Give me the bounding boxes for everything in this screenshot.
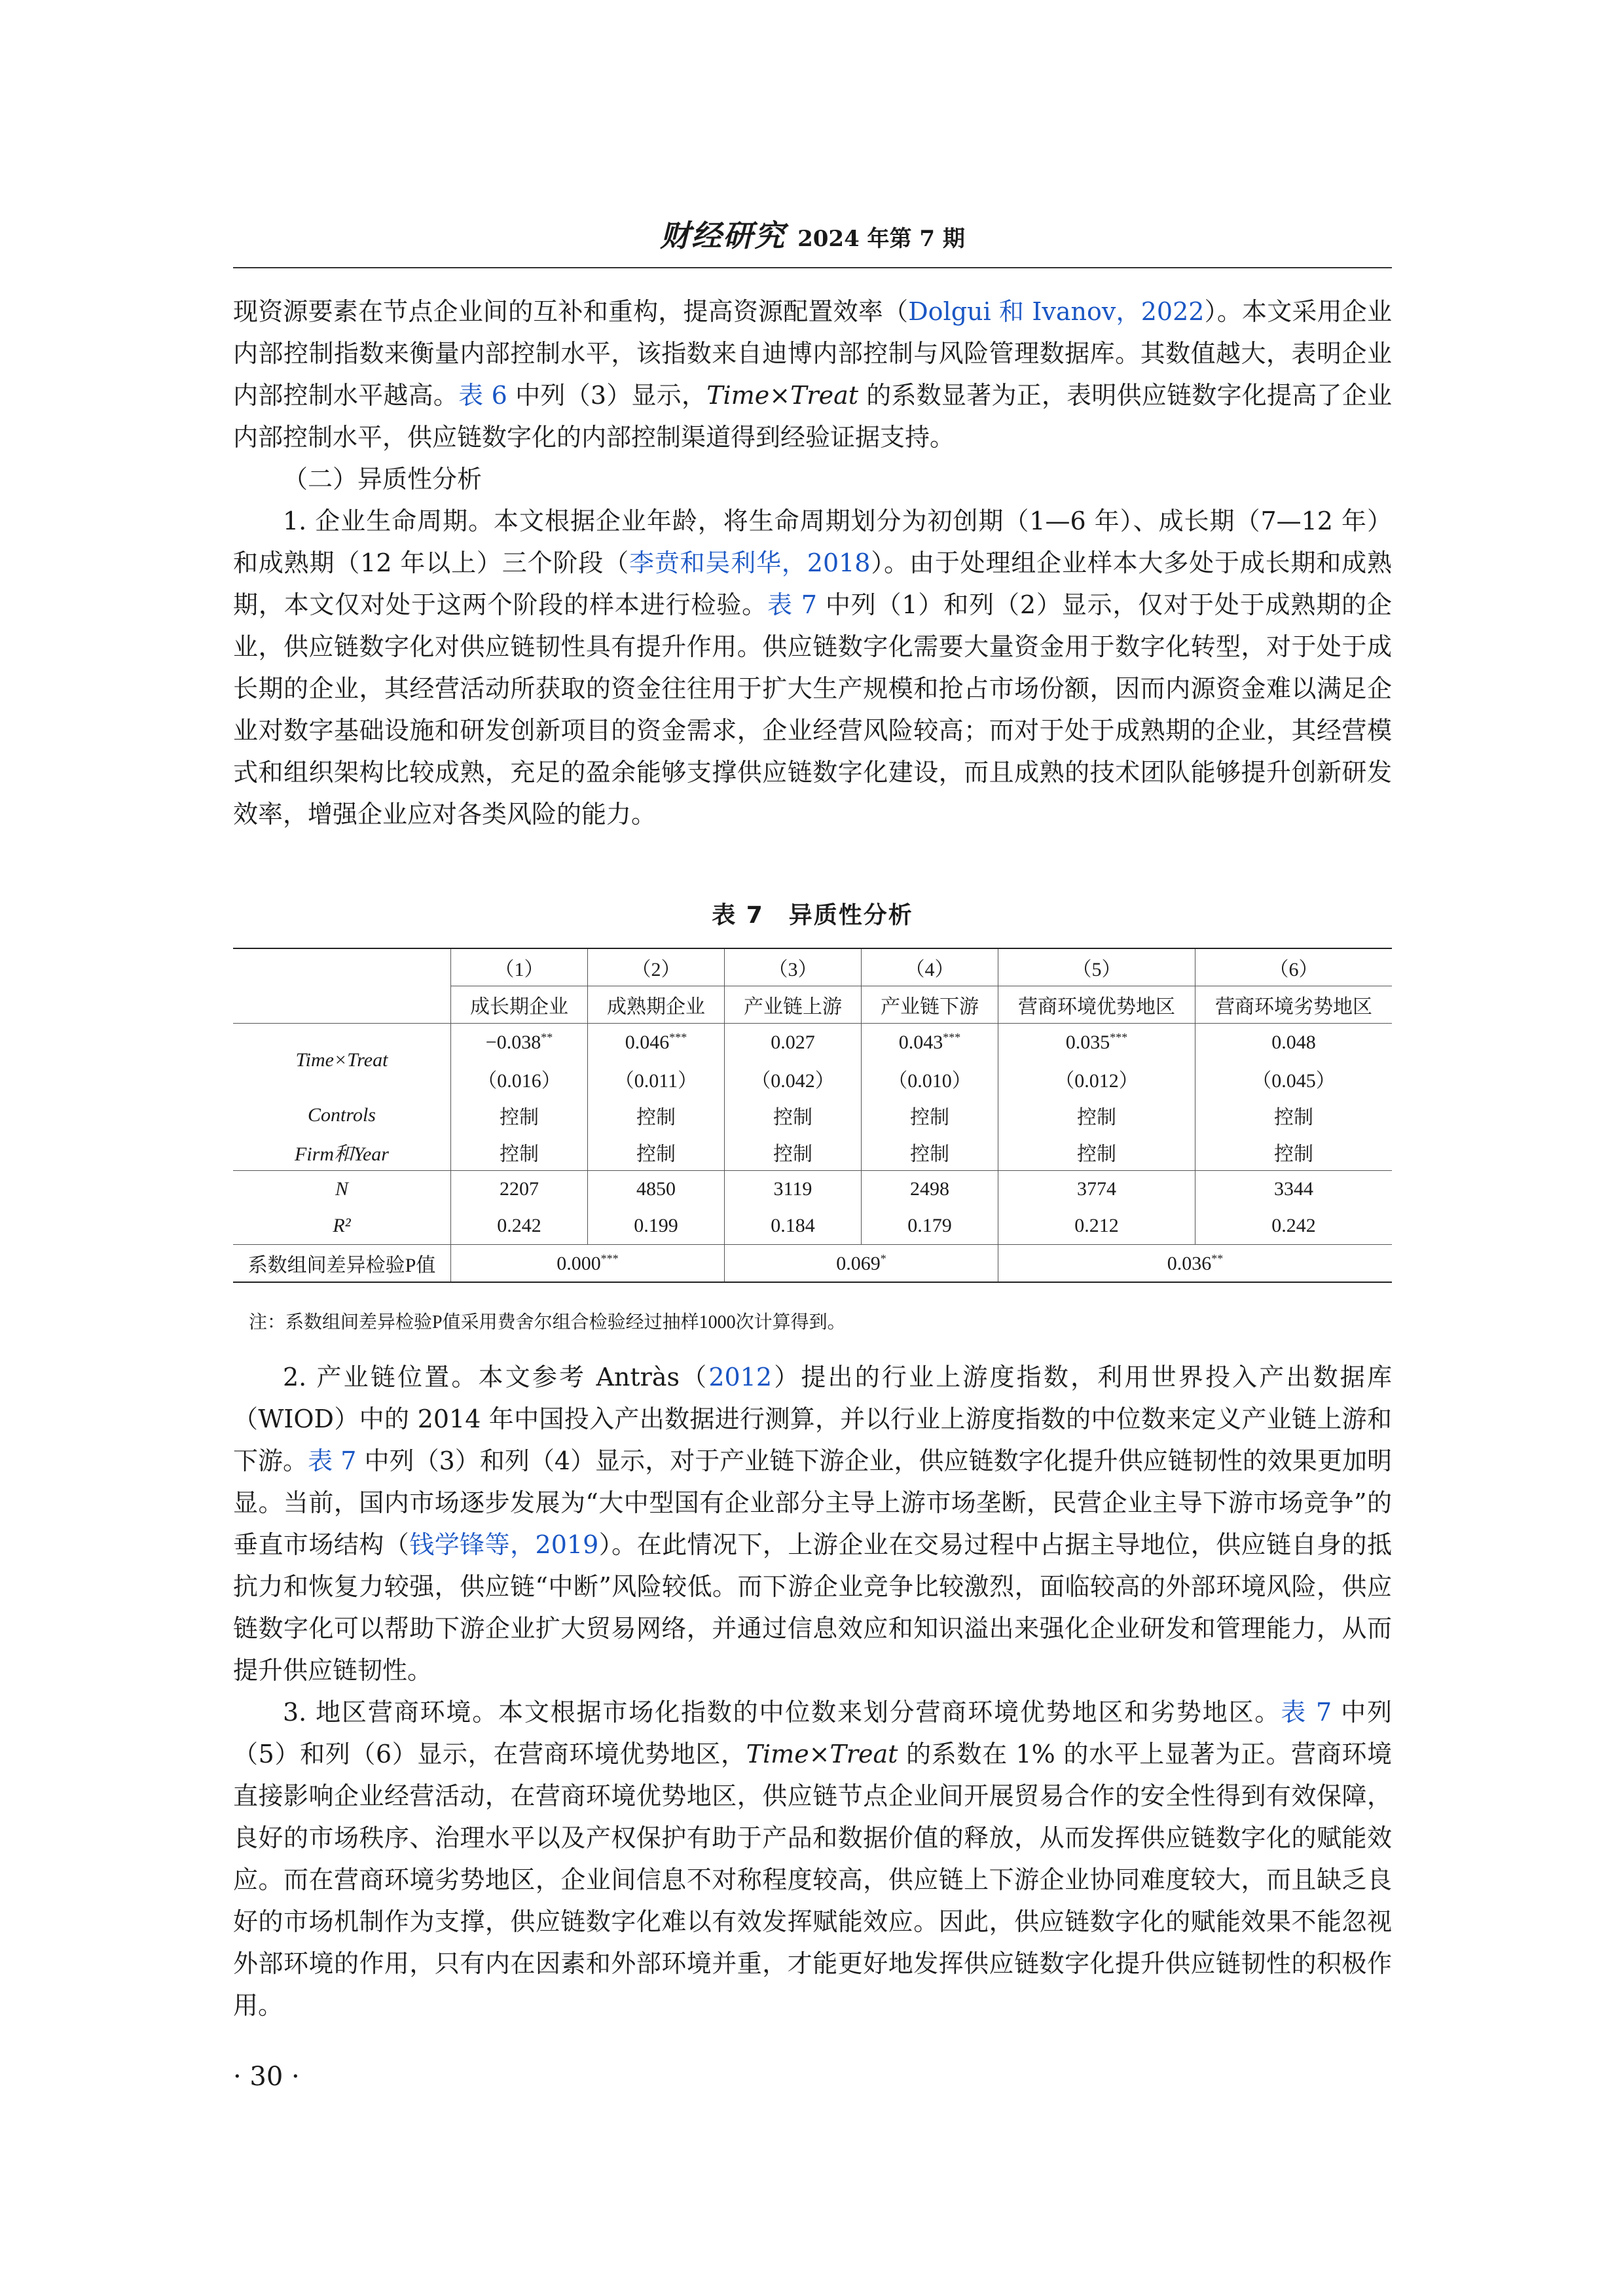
table-row: Time×Treat −0.038** 0.046*** 0.027 0.043*** 0.035*** 0.048: [233, 1024, 1392, 1061]
issue-label: 2024 年第 7 期: [797, 226, 965, 252]
citation-link[interactable]: 钱学锋等，2019: [409, 1530, 599, 1559]
table-row: 成长期企业 成熟期企业 产业链上游 产业链下游 营商环境优势地区 营商环境劣势地区: [233, 986, 1392, 1024]
page-number: · 30 ·: [233, 2062, 300, 2092]
table-ref-link[interactable]: 表 6: [458, 381, 507, 410]
header-rule: [233, 267, 1392, 268]
section-heading: （二）异质性分析: [283, 465, 483, 493]
paragraph-industry-chain: 2. 产业链位置。本文参考 Antràs（2012）提出的行业上游度指数，利用世界投入产出数据库（WIOD）中的 2014 年中国投入产出数据进行测算，并以行业上游度指数的中位数来定义产业链上游和下游。表 7 中列（3）和列（4）显示，对于产业链下游企业，供应链数字化提升供应链韧性的效果更加明显。当前，国内市场逐步发展为“大中型国有企业部分主导上游市场垄断，民营企业主导下游市场竞争”的垂直市场结构（钱学锋等，2019）。在此情况下，上游企业在交易过程中占据主导地位，供应链自身的抵抗力和恢复力较强，供应链“中断”风险较低。而下游企业竞争比较激烈，面临较高的外部环境风险，供应链数字化可以帮助下游企业扩大贸易网络，并通过信息效应和知识溢出来强化企业研发和管理能力，从而提升供应链韧性。 3. 地区营商环境。本文根据市场化指数的中位数来划分营商环境优势地区和劣势地区。表 7 中列（5）和列（6）显示，在营商环境优势地区，Time×Treat 的系数在 1% 的水平上显著为正。营商环境直接影响企业经营活动，在营商环境优势地区，供应链节点企业间开展贸易合作的安全性得到有效保障，良好的市场秩序、治理水平以及产权保护有助于产品和数据价值的释放，从而发挥供应链数字化的赋能效应。而在营商环境劣势地区，企业间信息不对称程度较高，供应链上下游企业协同难度较大，而且缺乏良好的市场机制作为支撑，供应链数字化难以有效发挥赋能效应。因此，供应链数字化的赋能效果不能忽视外部环境的作用，只有内在因素和外部环境并重，才能更好地发挥供应链数字化提升供应链韧性的积极作用。: [233, 1356, 1392, 2026]
citation-link[interactable]: 2012: [708, 1363, 773, 1391]
citation-link[interactable]: 李贲和吴利华，2018: [629, 548, 871, 577]
table-ref-link[interactable]: 表 7: [1281, 1698, 1332, 1727]
table-note: 注：系数组间差异检验P值采用费舍尔组合检验经过抽样1000次计算得到。: [249, 1312, 846, 1333]
table-row: 系数组间差异检验P值 0.000*** 0.069* 0.036**: [233, 1245, 1392, 1283]
table-row: Firm和Year 控制 控制 控制 控制 控制 控制: [233, 1134, 1392, 1171]
results-table: [233, 948, 1392, 1283]
paragraph-lifecycle: 1. 企业生命周期。本文根据企业年龄，将生命周期划分为初创期（1—6 年）、成长期（7—12 年）和成熟期（12 年以上）三个阶段（李贲和吴利华，2018）。由于处理组企业样本大多处于成长期和成熟期，本文仅对处于这两个阶段的样本进行检验。表 7 中列（1）和列（2）显示，仅对于处于成熟期的企业，供应链数字化对供应链韧性具有提升作用。供应链数字化需要大量资金用于数字化转型，对于处于成长期的企业，其经营活动所获取的资金往往用于扩大生产规模和抢占市场份额，因而内源资金难以满足企业对数字基础设施和研发创新项目的资金需求，企业经营风险较高；而对于处于成熟期的企业，其经营模式和组织架构比较成熟，充足的盈余能够支撑供应链数字化建设，而且成熟的技术团队能够提升创新研发效率，增强企业应对各类风险的能力。: [233, 507, 1392, 829]
table-title: 表 7 异质性分析: [712, 902, 913, 929]
table-ref-link[interactable]: 表 7: [308, 1446, 357, 1475]
table-ref-link[interactable]: 表 7: [767, 590, 817, 619]
paragraph-internal-control: 现资源要素在节点企业间的互补和重构，提高资源配置效率（Dolgui 和 Ivanov，2022）。本文采用企业内部控制指数来衡量内部控制水平，该指数来自迪博内部控制与风险管理数据库。其数值越大，表明企业内部控制水平越高。表 6 中列（3）显示，Time×Treat 的系数显著为正，表明供应链数字化提高了企业内部控制水平，供应链数字化的内部控制渠道得到经验证据支持。 （二）异质性分析 1. 企业生命周期。本文根据企业年龄，将生命周期划分为初创期（1—6 年）、成长期（7—12 年）和成熟期（12 年以上）三个阶段（李贲和吴利华，2018）。由于处理组企业样本大多处于成长期和成熟期，本文仅对处于这两个阶段的样本进行检验。表 7 中列（1）和列（2）显示，仅对于处于成熟期的企业，供应链数字化对供应链韧性具有提升作用。供应链数字化需要大量资金用于数字化转型，对于处于成长期的企业，其经营活动所获取的资金往往用于扩大生产规模和抢占市场份额，因而内源资金难以满足企业对数字基础设施和研发创新项目的资金需求，企业经营风险较高；而对于处于成熟期的企业，其经营模式和组织架构比较成熟，充足的盈余能够支撑供应链数字化建设，而且成熟的技术团队能够提升创新研发效率，增强企业应对各类风险的能力。: [233, 291, 1392, 835]
table-row: R² 0.242 0.199 0.184 0.179 0.212 0.242: [233, 1208, 1392, 1245]
paragraph-business-env: 3. 地区营商环境。本文根据市场化指数的中位数来划分营商环境优势地区和劣势地区。表 7 中列（5）和列（6）显示，在营商环境优势地区，Time×Treat 的系数在 1% 的水平上显著为正。营商环境直接影响企业经营活动，在营商环境优势地区，供应链节点企业间开展贸易合作的安全性得到有效保障，良好的市场秩序、治理水平以及产权保护有助于产品和数据价值的释放，从而发挥供应链数字化的赋能效应。而在营商环境劣势地区，企业间信息不对称程度较高，供应链上下游企业协同难度较大，而且缺乏良好的市场机制作为支撑，供应链数字化难以有效发挥赋能效应。因此，供应链数字化的赋能效果不能忽视外部环境的作用，只有内在因素和外部环境并重，才能更好地发挥供应链数字化提升供应链韧性的积极作用。: [233, 1698, 1392, 2020]
running-header: [233, 212, 1392, 264]
table-row: （0.016） （0.011） （0.042） （0.010） （0.012） （0.045）: [233, 1060, 1392, 1097]
journal-name: 财经研究: [660, 218, 786, 253]
table-row: （1） （2） （3） （4） （5） （6）: [233, 948, 1392, 986]
citation-link[interactable]: Dolgui 和 Ivanov，2022: [908, 297, 1205, 326]
table-row: N 2207 4850 3119 2498 3774 3344: [233, 1171, 1392, 1208]
table-row: Controls 控制 控制 控制 控制 控制 控制: [233, 1097, 1392, 1134]
